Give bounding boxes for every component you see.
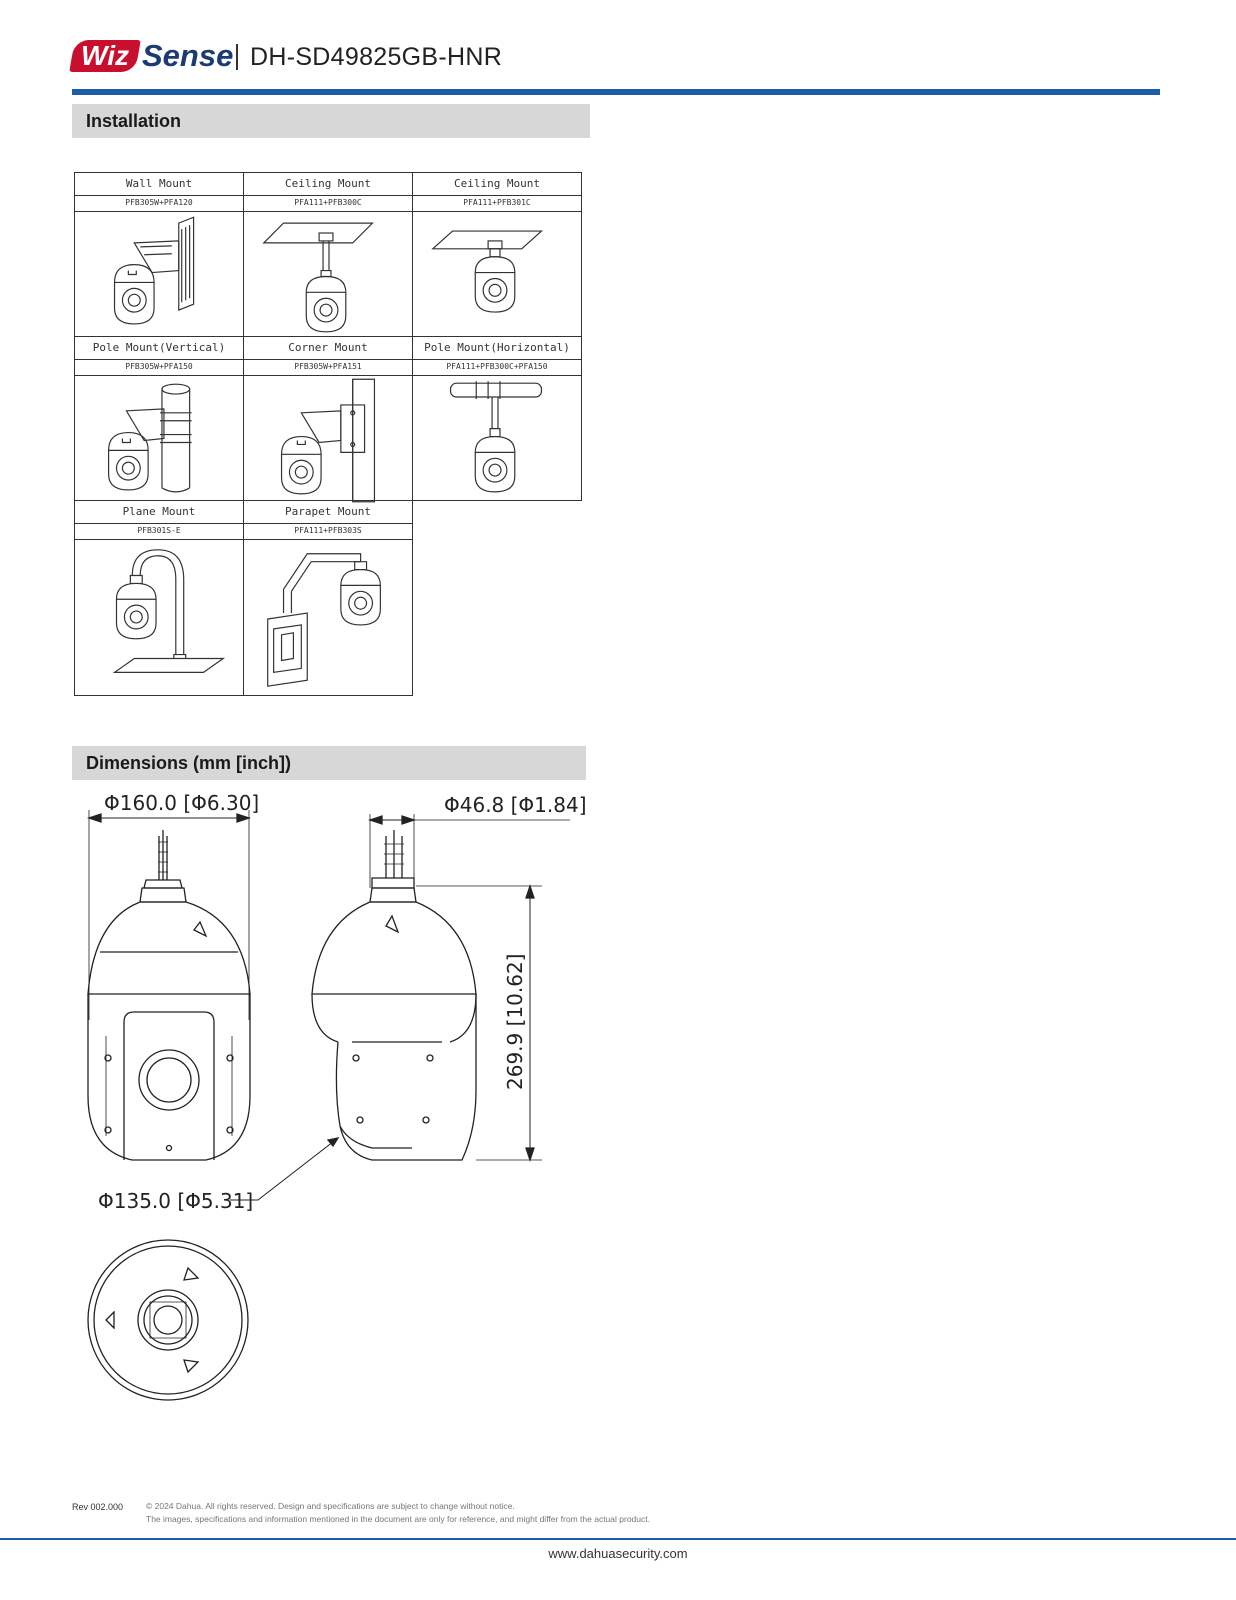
mount-cell-wall xyxy=(74,172,244,337)
mount-code: PFB305W+PFA150 xyxy=(75,359,243,376)
revision-label: Rev 002.000 xyxy=(72,1502,124,1512)
mount-name: Ceiling Mount xyxy=(413,173,581,196)
logo-wiz-badge xyxy=(69,40,141,72)
model-title: DH-SD49825GB-HNR xyxy=(250,43,503,71)
mount-cell-pole-horizontal xyxy=(412,336,582,501)
mount-cell-corner xyxy=(243,336,413,501)
mount-code: PFB305W+PFA120 xyxy=(75,195,243,212)
legal-line-2: The images, specifications and information mentioned in the document are only for reference, and might differ from the actual product. xyxy=(146,1514,650,1524)
mount-code: PFA111+PFB300C xyxy=(244,195,412,212)
header-separator xyxy=(236,44,238,70)
width-dimension-label: Φ160.0 [Φ6.30] xyxy=(104,791,260,815)
legal-notice xyxy=(146,1500,650,1526)
mount-table xyxy=(74,172,594,708)
mount-cell-parapet xyxy=(243,500,413,696)
corner-mount-figure xyxy=(244,375,412,505)
footer-rule xyxy=(0,1538,1236,1540)
mount-name: Corner Mount xyxy=(244,337,412,360)
mount-cell-plane xyxy=(74,500,244,696)
mount-code: PFA111+PFB301C xyxy=(413,195,581,212)
dome-dimension-label: Φ135.0 [Φ5.31] xyxy=(98,1189,254,1213)
wall-mount-figure xyxy=(75,211,243,341)
pole-horizontal-mount-figure xyxy=(413,375,581,505)
dimension-drawing xyxy=(72,790,592,1450)
height-dimension-label: 269.9 [10.62] xyxy=(503,953,527,1090)
mount-cell-ceiling-2 xyxy=(412,172,582,337)
mount-name: Pole Mount(Vertical) xyxy=(75,337,243,360)
mount-name: Wall Mount xyxy=(75,173,243,196)
pole-vertical-mount-figure xyxy=(75,375,243,505)
plane-mount-figure xyxy=(75,539,243,697)
mount-dimension-label: Φ46.8 [Φ1.84] xyxy=(444,793,587,817)
mount-name: Ceiling Mount xyxy=(244,173,412,196)
mount-cell-ceiling-1 xyxy=(243,172,413,337)
legal-line-1: © 2024 Dahua. All rights reserved. Design and specifications are subject to change without notice. xyxy=(146,1501,515,1511)
logo-sense-text: Sense xyxy=(142,38,234,73)
parapet-mount-figure xyxy=(244,539,412,697)
website-link[interactable]: www.dahuasecurity.com xyxy=(548,1546,688,1561)
mount-name: Pole Mount(Horizontal) xyxy=(413,337,581,360)
ceiling-mount-figure-2 xyxy=(413,211,581,341)
mount-name: Parapet Mount xyxy=(244,501,412,524)
ceiling-mount-figure-1 xyxy=(244,211,412,341)
mount-code: PFA111+PFB300C+PFA150 xyxy=(413,359,581,376)
mount-name: Plane Mount xyxy=(75,501,243,524)
mount-cell-pole-vertical xyxy=(74,336,244,501)
mount-code: PFA111+PFB303S xyxy=(244,523,412,540)
mount-code: PFB305W+PFA151 xyxy=(244,359,412,376)
section-dimensions-title: Dimensions (mm [inch]) xyxy=(72,746,586,780)
mount-code: PFB301S-E xyxy=(75,523,243,540)
header-rule xyxy=(72,89,1160,95)
logo-wiz-text: Wiz xyxy=(81,40,129,71)
section-installation-title: Installation xyxy=(72,104,590,138)
